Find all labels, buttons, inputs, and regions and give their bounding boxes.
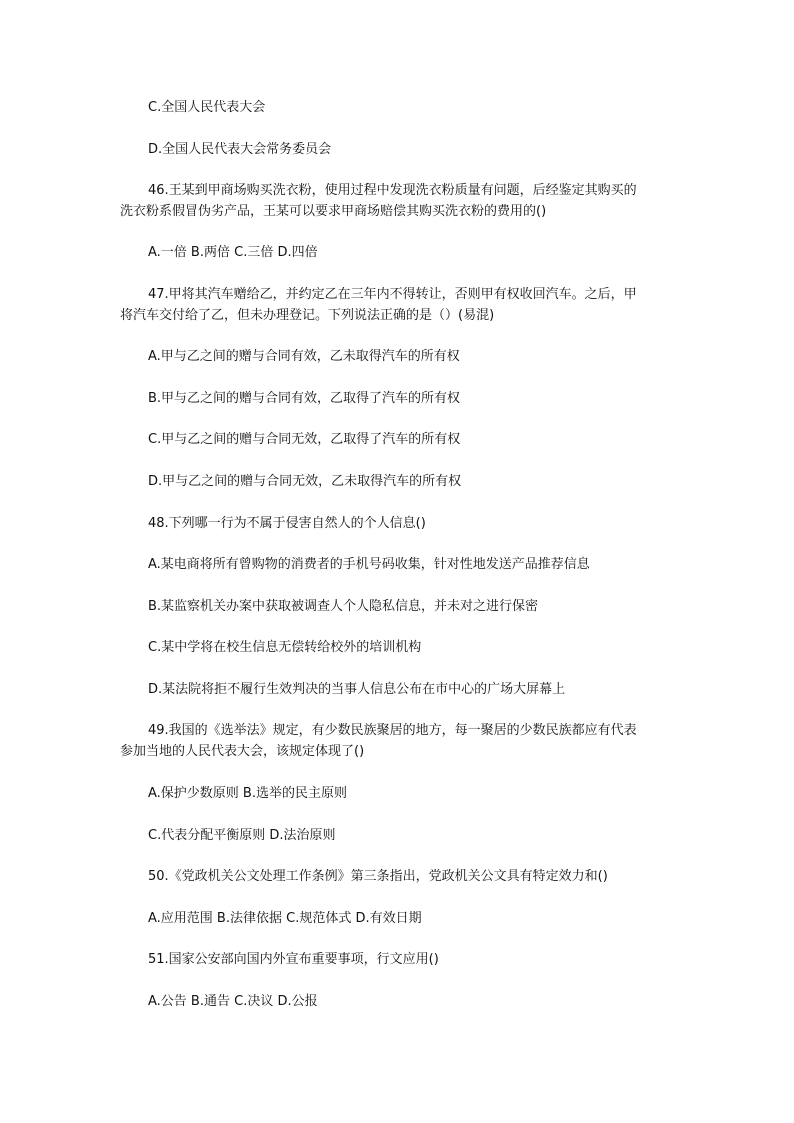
q50-options: A.应用范围 B.法律依据 C.规范体式 D.有效日期: [148, 911, 422, 926]
q47-option-b: B.甲与乙之间的赠与合同有效，乙取得了汽车的所有权: [148, 391, 461, 406]
q45-option-d: D.全国人民代表大会常务委员会: [148, 142, 332, 157]
q48-option-c: C.某中学将在校生信息无偿转给校外的培训机构: [148, 640, 422, 655]
q47-option-a: A.甲与乙之间的赠与合同有效，乙未取得汽车的所有权: [148, 349, 460, 364]
q49-options-row2: C.代表分配平衡原则 D.法治原则: [148, 828, 336, 843]
q47-stem-line2: 将汽车交付给了乙，但未办理登记。下列说法正确的是（）(易混): [120, 308, 495, 323]
q49-stem-line2: 参加当地的人民代表大会，该规定体现了(): [120, 744, 365, 759]
q47-option-c: C.甲与乙之间的赠与合同无效，乙取得了汽车的所有权: [148, 432, 461, 447]
q48-option-d: D.某法院将拒不履行生效判决的当事人信息公布在市中心的广场大屏幕上: [148, 682, 566, 697]
q51-options: A.公告 B.通告 C.决议 D.公报: [148, 994, 318, 1009]
q48-option-b: B.某监察机关办案中获取被调查人个人隐私信息，并未对之进行保密: [148, 599, 539, 614]
q48-stem: 48.下列哪一行为不属于侵害自然人的个人信息(): [148, 516, 426, 531]
q51-stem: 51.国家公安部向国内外宣布重要事项，行文应用(): [148, 952, 439, 967]
q45-option-c: C.全国人民代表大会: [148, 100, 266, 115]
q46-stem-line1: 46.王某到甲商场购买洗衣粉，使用过程中发现洗衣粉质量有问题，后经鉴定其购买的: [148, 183, 637, 198]
q47-stem-line1: 47.甲将其汽车赠给乙，并约定乙在三年内不得转让，否则甲有权收回汽车。之后，甲: [148, 287, 637, 302]
q49-options-row1: A.保护少数原则 B.选举的民主原则: [148, 786, 347, 801]
q46-options: A.一倍 B.两倍 C.三倍 D.四倍: [148, 245, 318, 260]
q49-stem-line1: 49.我国的《选举法》规定，有少数民族聚居的地方，每一聚居的少数民族都应有代表: [148, 723, 637, 738]
q46-stem-line2: 洗衣粉系假冒伪劣产品，王某可以要求甲商场赔偿其购买洗衣粉的费用的(): [120, 204, 547, 219]
q47-option-d: D.甲与乙之间的赠与合同无效，乙未取得汽车的所有权: [148, 474, 462, 489]
q48-option-a: A.某电商将所有曾购物的消费者的手机号码收集，针对性地发送产品推荐信息: [148, 557, 590, 572]
q50-stem: 50.《党政机关公文处理工作条例》第三条指出，党政机关公文具有特定效力和(): [148, 869, 608, 884]
